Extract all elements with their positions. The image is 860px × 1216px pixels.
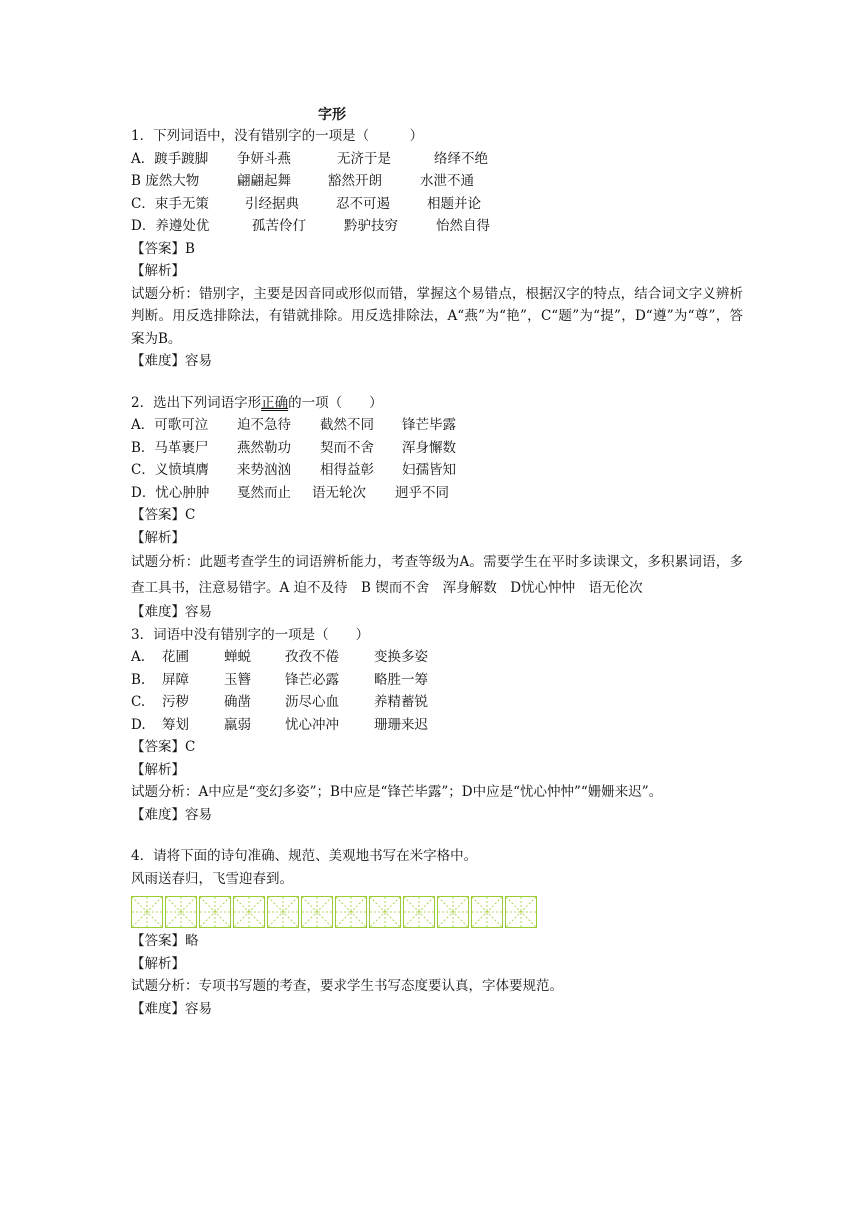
q2-option-d <box>131 482 743 505</box>
q1-b-3: 豁然开朗 <box>328 173 382 189</box>
q1-d-3: 黔驴技穷 <box>344 218 398 234</box>
q2-b-3: 契而不舍 <box>320 439 374 456</box>
q4-analysis: 试题分析：专项书写题的考查，要求学生书写态度要认真，字体要规范。 <box>131 978 563 994</box>
mizi-grid-cell <box>369 896 401 928</box>
q2-a-4: 锋芒毕露 <box>402 417 456 433</box>
mizi-grid-cell <box>437 896 469 928</box>
q1-c-3: 忍不可遏 <box>336 195 390 212</box>
mizi-grid-cell <box>335 896 367 928</box>
q2-b-4: 浑身懈数 <box>402 439 456 456</box>
q1-a-1: A．踱手踱脚 <box>131 150 209 167</box>
q1-option-a <box>131 148 743 171</box>
q3-b-1: 屏障 <box>162 671 189 688</box>
q3-b-4: 略胜一筹 <box>374 671 428 688</box>
q1-analysis: 试题分析：错别字，主要是因音同或形似而错，掌握这个易错点，根据汉字的特点，结合词文字义辨析判断。用反选排除法，有错就排除。用反选排除法，A“燕”为“艳”，C“题”为“提”，D“遵”为“尊”，答案为B。 <box>131 285 743 347</box>
mizi-grid-cell <box>505 896 537 928</box>
q2-a-2: 迫不急待 <box>237 417 291 433</box>
q1-d-2: 孤苦伶仃 <box>252 218 306 234</box>
q1-option-c <box>131 193 743 216</box>
q1-option-d <box>131 215 743 238</box>
q1-a-4: 络绎不绝 <box>434 150 488 167</box>
q1-c-1: C．束手无策 <box>131 195 209 212</box>
q1-c-4: 相题并论 <box>427 195 481 212</box>
q3-a-4: 变换多姿 <box>374 649 428 665</box>
q2-stem <box>131 392 743 415</box>
q2-b-2: 燕然勒功 <box>237 439 291 456</box>
q2-b-1: B．马革裹尸 <box>131 439 209 456</box>
q2-analysis: 试题分析：此题考查学生的词语辨析能力，考查等级为A。需要学生在平时多读课文，多积累词语，多查工具书，注意易错字。A 迫不及待 B 锲而不舍 浑身解数 D忧心忡忡 语无伦次 <box>131 554 743 596</box>
q2-stem-part2: 的一项（ ） <box>288 394 383 411</box>
q3-difficulty: 【难度】容易 <box>131 806 212 823</box>
mizi-grid-cell <box>301 896 333 928</box>
q1-d-1: D．养遵处优 <box>131 218 210 234</box>
q3-d-2: 羸弱 <box>224 716 251 733</box>
q3-analysis: 试题分析：A中应是“变幻多姿”；B中应是“锋芒毕露”；D中应是“忧心忡忡”“姗姗来迟”。 <box>131 784 663 800</box>
q3-c-2: 确凿 <box>224 694 251 710</box>
q3-option-a <box>131 646 743 669</box>
q1-b-1: B 庞然大物 <box>131 173 200 189</box>
q2-d-4: 迥乎不同 <box>395 484 449 501</box>
q3-c-label: C. <box>131 694 146 710</box>
q3-a-label: A. <box>131 649 146 665</box>
q2-c-3: 相得益彰 <box>320 462 374 478</box>
mizi-grid-cell <box>233 896 265 928</box>
q3-c-1: 污秽 <box>162 694 189 710</box>
q4-stem: 4．请将下面的诗句准确、规范、美观地书写在米字格中。 <box>131 848 478 864</box>
q1-c-2: 引经据典 <box>245 195 299 212</box>
q2-difficulty: 【难度】容易 <box>131 604 212 620</box>
q1-b-4: 水泄不通 <box>420 173 474 189</box>
q2-stem-part1: 2．选出下列词语字形 <box>131 394 262 411</box>
q2-option-c <box>131 459 743 482</box>
q1-a-3: 无济于是 <box>337 150 391 167</box>
q2-analysis-heading: 【解析】 <box>131 529 185 546</box>
mizi-grid-cell <box>199 896 231 928</box>
q3-analysis-heading: 【解析】 <box>131 761 185 778</box>
q1-analysis-heading: 【解析】 <box>131 263 185 279</box>
q2-c-1: C．义愤填膺 <box>131 462 209 478</box>
q3-stem: 3．词语中没有错别字的一项是（ ） <box>131 626 370 643</box>
q2-c-4: 妇孺皆知 <box>402 462 456 478</box>
q1-d-4: 怡然自得 <box>436 218 490 234</box>
q4-analysis-heading: 【解析】 <box>131 955 185 972</box>
q2-option-a <box>131 414 743 437</box>
mizi-grid-cell <box>471 896 503 928</box>
content <box>131 103 743 1020</box>
q3-a-2: 蝉蜕 <box>224 649 251 665</box>
q2-answer: 【答案】C <box>131 507 196 523</box>
q2-c-2: 来势汹汹 <box>237 462 291 478</box>
q3-c-3: 沥尽心血 <box>285 694 339 710</box>
q2-d-3: 语无轮次 <box>312 484 366 501</box>
q1-b-2: 翩翩起舞 <box>237 173 291 189</box>
q2-a-3: 截然不同 <box>320 417 374 433</box>
q4-difficulty: 【难度】容易 <box>131 1000 212 1017</box>
q1-difficulty: 【难度】容易 <box>131 353 212 369</box>
q3-b-3: 锋芒必露 <box>285 671 339 688</box>
q3-c-4: 养精蓄锐 <box>374 694 428 710</box>
q3-d-4: 珊珊来迟 <box>374 716 428 733</box>
q4-poem: 风雨送春归，飞雪迎春到。 <box>131 870 293 887</box>
q3-option-c <box>131 691 743 714</box>
q3-option-d <box>131 714 743 737</box>
q1-answer: 【答案】B <box>131 240 195 257</box>
q3-d-1: 筹划 <box>162 716 189 733</box>
q3-answer: 【答案】C <box>131 739 196 755</box>
mizi-grid-cell <box>165 896 197 928</box>
q2-d-2: 戛然而止 <box>237 484 291 501</box>
q1-a-2: 争妍斗燕 <box>237 150 291 167</box>
q3-a-1: 花圃 <box>162 649 189 665</box>
q1-option-b <box>131 170 743 193</box>
q3-d-3: 忧心冲冲 <box>285 716 339 733</box>
q3-d-label: D. <box>131 716 146 733</box>
q3-b-2: 玉簪 <box>224 671 251 688</box>
q1-stem: 1．下列词语中，没有错别字的一项是（ ） <box>131 128 424 144</box>
q2-stem-emphasis: 正确 <box>261 394 289 411</box>
q3-option-b <box>131 669 743 692</box>
q2-option-b <box>131 437 743 460</box>
mizi-grid-cell <box>403 896 435 928</box>
mizi-writing-grid <box>131 896 743 928</box>
q3-a-3: 孜孜不倦 <box>285 649 339 665</box>
q4-answer: 【答案】略 <box>131 933 199 949</box>
q2-d-1: D．忧心肿肿 <box>131 484 210 501</box>
q3-b-label: B. <box>131 671 146 688</box>
page-title: 字形 <box>318 107 346 123</box>
mizi-grid-cell <box>131 896 163 928</box>
q2-a-1: A．可歌可泣 <box>131 417 209 433</box>
mizi-grid-cell <box>267 896 299 928</box>
